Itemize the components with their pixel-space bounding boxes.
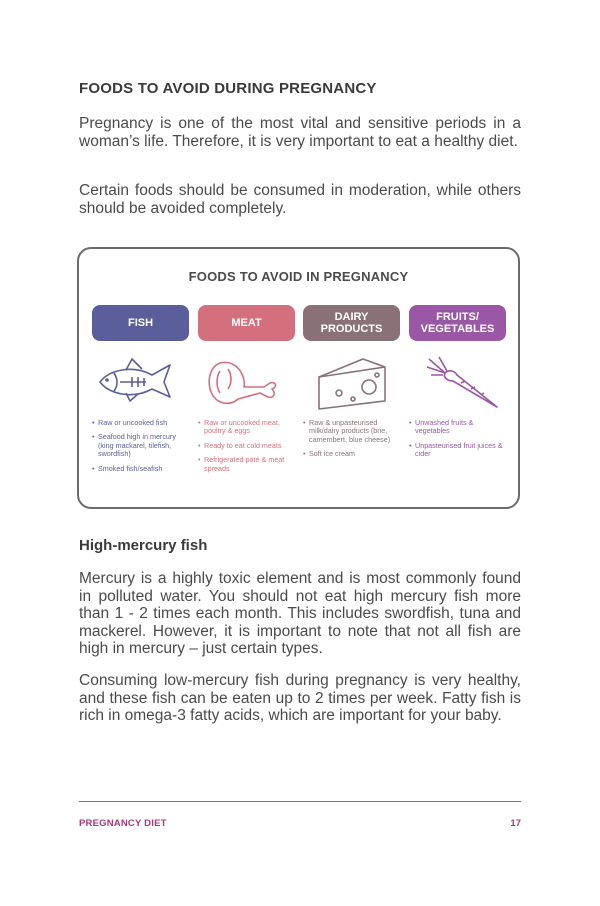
- list-item: • Unpasteurised fruit juices & cider: [409, 442, 509, 459]
- infographic-title: FOODS TO AVOID IN PREGNANCY: [188, 269, 409, 284]
- category-dairy: DAIRY PRODUCTS: [303, 305, 400, 341]
- list-item: • Refrigerated paté & meat spreads: [198, 456, 298, 473]
- list-item: • Soft ice cream: [303, 450, 403, 458]
- page-heading: FOODS TO AVOID DURING PREGNANCY: [79, 80, 377, 97]
- footer-divider: [79, 801, 521, 802]
- category-fruits-vegetables: FRUITS/ VEGETABLES: [409, 305, 506, 341]
- footer-title: PREGNANCY DIET: [79, 818, 167, 829]
- category-meat: MEAT: [198, 305, 295, 341]
- list-item: • Ready to eat cold meats: [198, 442, 298, 450]
- foods-to-avoid-infographic: [77, 247, 520, 509]
- list-item: • Raw & unpasteurised milk/dairy products (brie, camembert, blue cheese): [303, 419, 403, 444]
- list-item: • Raw or uncooked meat, poultry & eggs: [198, 419, 298, 436]
- list-item: • Raw or uncooked fish: [92, 419, 192, 427]
- ham-icon: [198, 353, 295, 413]
- list-item: • Smoked fish/seafish: [92, 465, 192, 473]
- carrot-icon: [409, 353, 506, 413]
- cheese-icon: [303, 353, 400, 413]
- section-subheading: High-mercury fish: [79, 537, 208, 554]
- dairy-list: [303, 419, 403, 465]
- category-fish: FISH: [92, 305, 189, 341]
- list-item: • Unwashed fruits & vegetables: [409, 419, 509, 436]
- mercury-paragraph: Mercury is a highly toxic element and is most commonly found in polluted water. You should not eat high mercury fish more than 1 - 2 times each month. This includes swordfish, tuna and mackerel. However, it is important to note that not all fish are high in mercury – just certain types.: [79, 570, 521, 657]
- fish-icon: [92, 353, 189, 413]
- fruits-vegetables-list: [409, 419, 509, 465]
- low-mercury-paragraph: Consuming low-mercury fish during pregnancy is very healthy, and these fish can be eaten up to 2 times per week. Fatty fish is rich in omega-3 fatty acids, which are important for your baby.: [79, 672, 521, 724]
- meat-list: [198, 419, 298, 479]
- fish-list: [92, 419, 192, 479]
- page-number: 17: [510, 818, 521, 829]
- intro-paragraph: Pregnancy is one of the most vital and sensitive periods in a woman’s life. Therefore, it is very important to eat a healthy diet.: [79, 115, 521, 150]
- list-item: • Seafood high in mercury (king mackarel, tilefish, swordfish): [92, 433, 192, 458]
- moderation-paragraph: Certain foods should be consumed in moderation, while others should be avoided completely.: [79, 182, 521, 217]
